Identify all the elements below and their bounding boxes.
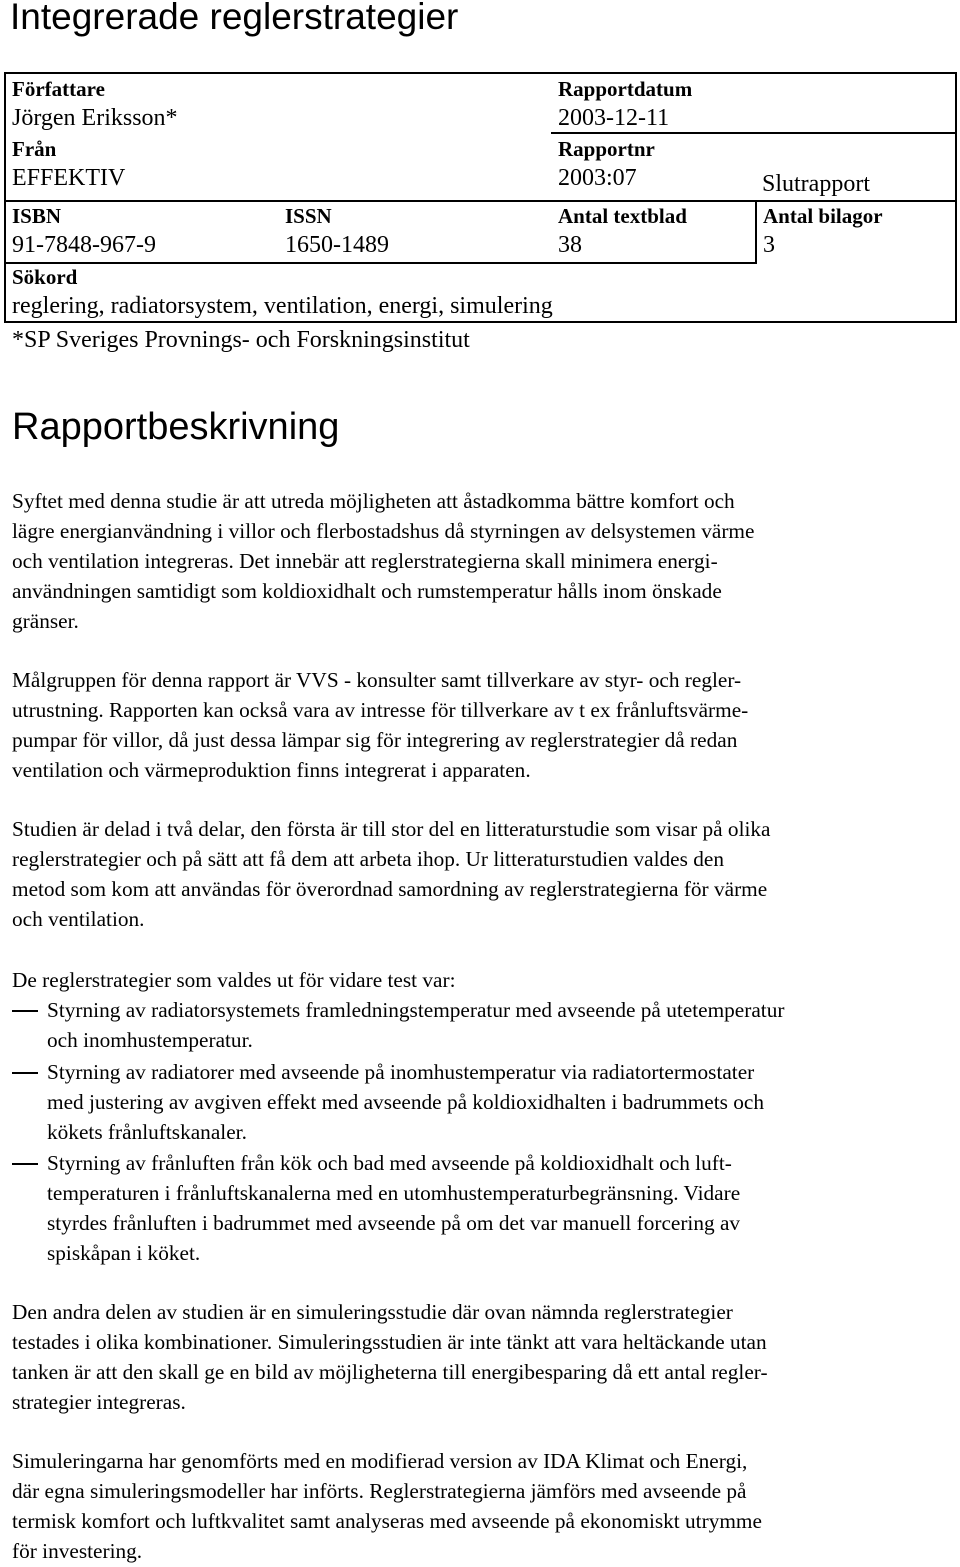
text-line: och ventilation integreras. Det innebär att reglerstrategierna skall minimera energi- [12, 549, 718, 573]
box-border-left [4, 72, 6, 323]
text-line: där egna simuleringsmodeller har införts. Reglerstrategierna jämförs med avseende på [12, 1479, 747, 1503]
box-divider-date [551, 132, 957, 134]
attachments-value: 3 [763, 232, 775, 258]
pages-value: 38 [558, 232, 582, 258]
text-line: tanken är att den skall ge en bild av möjligheterna till energibesparing då ett antal regler- [12, 1360, 768, 1384]
dash-bullet-icon [12, 1010, 38, 1012]
text-line: lägre energianvändning i villor och flerbostadshus då styrningen av delsystemen värme [12, 519, 755, 543]
keywords-label: Sökord [12, 265, 78, 289]
text-line: Studien är delad i två delar, den första är till stor del en litteraturstudie som visar på olika [12, 817, 771, 841]
text-line: metod som kom att användas för överordnad samordning av reglerstrategierna för värme [12, 877, 768, 901]
text-line: för investering. [12, 1539, 143, 1563]
report-type: Slutrapport [762, 171, 870, 197]
box-divider-vertical [755, 200, 757, 264]
text-line: Styrning av frånluften från kök och bad med avseende på koldioxidhalt och luft- [47, 1151, 732, 1175]
text-line: utrustning. Rapporten kan också vara av intresse för tillverkare av t ex frånluftsvärme- [12, 698, 749, 722]
text-line: Styrning av radiatorsystemets framledningstemperatur med avseende på utetemperatur [47, 998, 785, 1022]
document-title: Integrerade reglerstrategier [10, 0, 459, 37]
section-title: Rapportbeskrivning [12, 406, 340, 448]
author-value: Jörgen Eriksson* [12, 105, 178, 131]
text-line: temperaturen i frånluftskanalerna med en utomhustemperaturbegränsning. Vidare [47, 1181, 741, 1205]
box-divider-keywords [4, 262, 757, 264]
text-line: strategier integreras. [12, 1390, 186, 1414]
from-label: Från [12, 137, 57, 161]
text-line: ventilation och värmeproduktion finns integrerat i apparaten. [12, 758, 531, 782]
box-border-bottom [4, 321, 957, 323]
text-line: pumpar för villor, då just dessa lämpar sig för integrering av reglerstrategier då redan [12, 728, 738, 752]
text-line: och ventilation. [12, 907, 145, 931]
text-line: Styrning av radiatorer med avseende på inomhustemperatur via radiatortermostater [47, 1060, 755, 1084]
attachments-label: Antal bilagor [763, 204, 883, 228]
report-date-label: Rapportdatum [558, 77, 693, 101]
text-line: reglerstrategier och på sätt att få dem att arbeta ihop. Ur litteraturstudien valdes den [12, 847, 724, 871]
text-line: Simuleringarna har genomförts med en modifierad version av IDA Klimat och Energi, [12, 1449, 748, 1473]
issn-label: ISSN [285, 204, 332, 228]
text-line: kökets frånluftskanaler. [47, 1120, 247, 1144]
text-line: testades i olika kombinationer. Simuleringsstudien är inte tänkt att vara heltäckande utan [12, 1330, 767, 1354]
issn-value: 1650-1489 [285, 232, 389, 258]
text-line: gränser. [12, 609, 79, 633]
author-label: Författare [12, 77, 105, 101]
list-intro: De reglerstrategier som valdes ut för vidare test var: [12, 968, 456, 992]
text-line: termisk komfort och luftkvalitet samt analyseras med avseende på ekonomiskt utrymme [12, 1509, 762, 1533]
box-border-top [4, 72, 957, 74]
text-line: Målgruppen för denna rapport är VVS - konsulter samt tillverkare av styr- och regler- [12, 668, 742, 692]
dash-bullet-icon [12, 1072, 38, 1074]
dash-bullet-icon [12, 1163, 38, 1165]
pages-label: Antal textblad [558, 204, 687, 228]
report-nr-label: Rapportnr [558, 137, 655, 161]
text-line: Den andra delen av studien är en simuleringsstudie där ovan nämnda reglerstrategier [12, 1300, 733, 1324]
report-nr-value: 2003:07 [558, 165, 637, 191]
isbn-label: ISBN [12, 204, 62, 228]
keywords-value: reglering, radiatorsystem, ventilation, energi, simulering [12, 293, 553, 319]
text-line: styrdes frånluften i badrummet med avseende på om det var manuell forcering av [47, 1211, 741, 1235]
box-divider-main [4, 200, 957, 202]
text-line: och inomhustemperatur. [47, 1028, 253, 1052]
from-value: EFFEKTIV [12, 165, 126, 191]
text-line: Syftet med denna studie är att utreda möjligheten att åstadkomma bättre komfort och [12, 489, 735, 513]
text-line: spiskåpan i köket. [47, 1241, 201, 1265]
report-date-value: 2003-12-11 [558, 105, 670, 131]
box-border-right [955, 72, 957, 323]
affiliation-footnote: *SP Sveriges Provnings- och Forskningsinstitut [12, 327, 470, 353]
text-line: med justering av avgiven effekt med avseende på koldioxidhalten i badrummets och [47, 1090, 764, 1114]
text-line: användningen samtidigt som koldioxidhalt och rumstemperatur hålls inom önskade [12, 579, 722, 603]
isbn-value: 91-7848-967-9 [12, 232, 156, 258]
